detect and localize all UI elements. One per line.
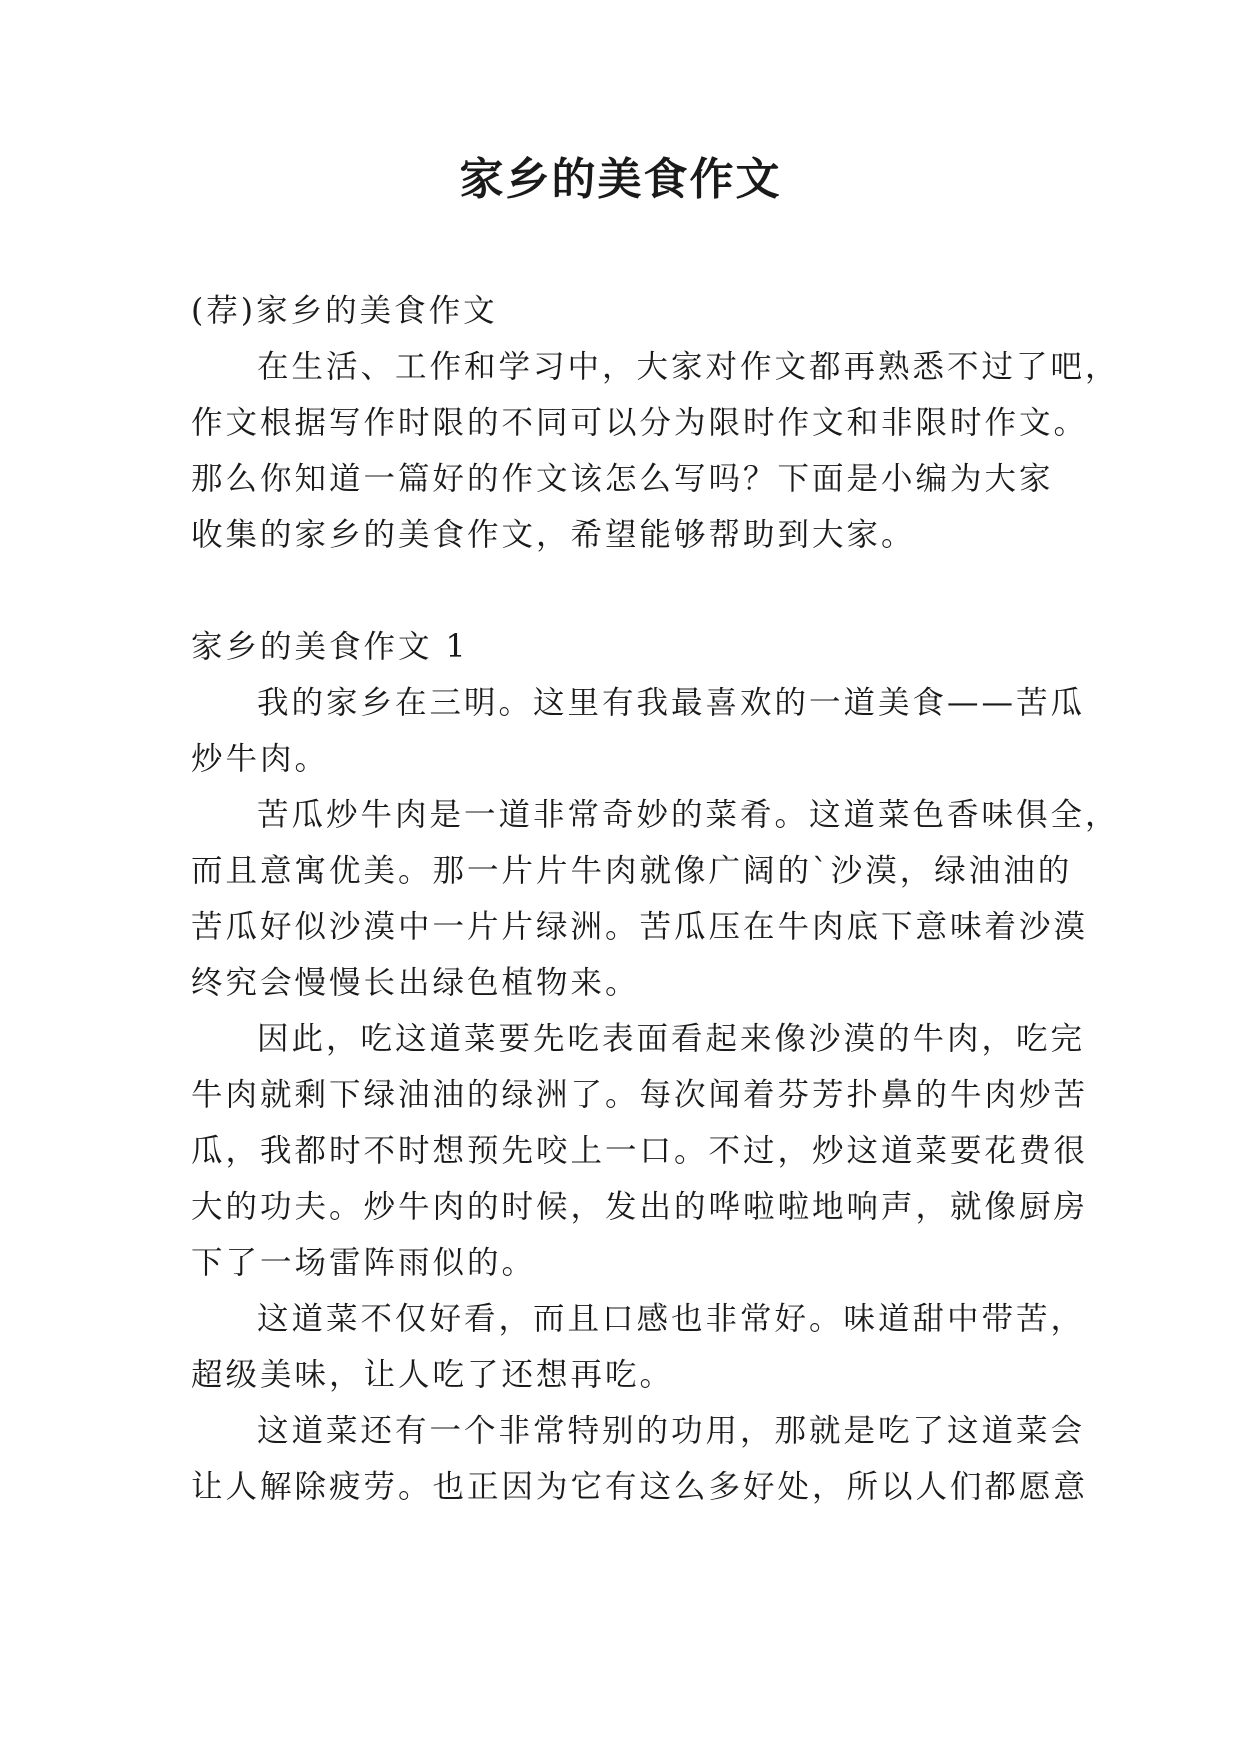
paragraph-1: [191, 675, 1086, 787]
paragraph-3: [191, 1011, 1089, 1291]
text-line: 苦瓜炒牛肉是一道非常奇妙的菜肴。这道菜色香味俱全，: [257, 797, 1120, 833]
text-line: 作文根据写作时限的不同可以分为限时作文和非限时作文。: [191, 405, 1089, 441]
text-line: 因此，吃这道菜要先吃表面看起来像沙漠的牛肉，吃完: [257, 1021, 1086, 1057]
text-line: 牛肉就剩下绿油油的绿洲了。每次闻着芬芳扑鼻的牛肉炒苦: [191, 1077, 1089, 1113]
text-line: 瓜，我都时不时想预先咬上一口。不过，炒这道菜要花费很: [191, 1133, 1089, 1169]
text-line: 而且意寓优美。那一片片牛肉就像广阔的`沙漠，绿油油的: [191, 853, 1073, 889]
intro-heading: (荐)家乡的美食作文: [191, 293, 498, 329]
text-line: 那么你知道一篇好的作文该怎么写吗？下面是小编为大家: [191, 461, 1054, 497]
paragraph-5: [191, 1403, 1089, 1515]
blank-line: [191, 563, 1059, 619]
text-line: 下了一场雷阵雨似的。: [191, 1245, 537, 1281]
text-line: 炒牛肉。: [191, 741, 330, 777]
text-line: 让人解除疲劳。也正因为它有这么多好处，所以人们都愿意: [191, 1469, 1089, 1505]
text-line: 苦瓜好似沙漠中一片片绿洲。苦瓜压在牛肉底下意味着沙漠: [191, 909, 1089, 945]
paragraph-2: [191, 787, 1120, 1011]
document-title: 家乡的美食作文: [459, 154, 782, 205]
text-line: 我的家乡在三明。这里有我最喜欢的一道美食——苦瓜: [257, 685, 1086, 721]
text-line: 超级美味，让人吃了还想再吃。: [191, 1357, 675, 1393]
section-heading: 家乡的美食作文 1: [191, 629, 469, 665]
text-line: 收集的家乡的美食作文，希望能够帮助到大家。: [191, 517, 916, 553]
text-line: 大的功夫。炒牛肉的时候，发出的哗啦啦地响声，就像厨房: [191, 1189, 1089, 1225]
text-line: 这道菜还有一个非常特别的功用，那就是吃了这道菜会: [257, 1413, 1086, 1449]
text-line: 终究会慢慢长出绿色植物来。: [191, 965, 640, 1001]
text-line: 这道菜不仅好看，而且口感也非常好。味道甜中带苦，: [257, 1301, 1086, 1337]
intro-paragraph: [191, 339, 1120, 563]
paragraph-4: [191, 1291, 1086, 1403]
text-line: 在生活、工作和学习中，大家对作文都再熟悉不过了吧，: [257, 349, 1120, 385]
document-body: [191, 283, 1120, 1515]
